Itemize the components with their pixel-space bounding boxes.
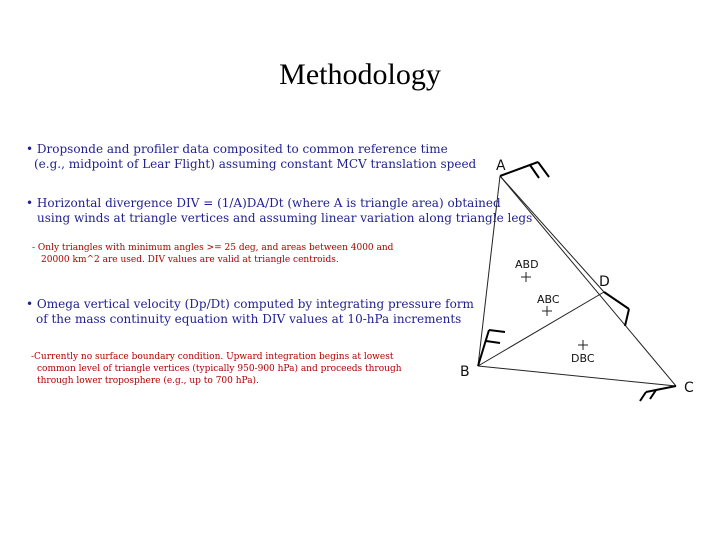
vertex-label-a: A: [496, 158, 506, 174]
bullet-dot: •: [26, 196, 34, 210]
centroid-marker-abc: [542, 306, 552, 316]
wind-barb-c-icon: [640, 386, 676, 401]
centroid-label-abc: ABC: [537, 293, 560, 306]
note-boundary-condition-line1: -Currently no surface boundary condition. Upward integration begins at lowest: [31, 352, 394, 362]
centroid-label-dbc: DBC: [571, 352, 595, 365]
bullet-compositing-line2: (e.g., midpoint of Lear Flight) assuming constant MCV translation speed: [34, 157, 477, 171]
note-boundary-condition-line3: through lower troposphere (e.g., up to 700 hPa).: [37, 376, 259, 386]
bullet-divergence-line2: using winds at triangle vertices and assuming linear variation along triangle legs: [37, 211, 533, 225]
wind-barb-a-icon: [500, 162, 549, 178]
bullet-compositing-line1: Dropsonde and profiler data composited to common reference time: [36, 142, 448, 156]
centroid-marker-abd: [521, 272, 531, 282]
bullet-dot: •: [26, 142, 34, 156]
vertex-label-c: C: [684, 380, 694, 396]
bullet-dot: •: [26, 297, 34, 311]
slide-title: Methodology: [279, 58, 441, 91]
note-triangle-criteria-line2: 20000 km^2 are used. DIV values are valid at triangle centroids.: [41, 255, 339, 265]
wind-barb-b-icon: [478, 330, 505, 366]
edge-ad: [500, 176, 604, 292]
vertex-label-d: D: [599, 274, 610, 290]
vertex-label-b: B: [460, 364, 470, 380]
bullet-omega-line2: of the mass continuity equation with DIV values at 10-hPa increments: [36, 312, 462, 326]
bullet-omega-line1: Omega vertical velocity (Dp/Dt) computed by integrating pressure form: [36, 297, 474, 311]
edge-ab: [478, 176, 500, 366]
edge-bc: [478, 366, 676, 386]
centroid-label-abd: ABD: [515, 258, 539, 271]
note-triangle-criteria-line1: - Only triangles with minimum angles >= 25 deg, and areas between 4000 and: [32, 243, 394, 253]
note-boundary-condition-line2: common level of triangle vertices (typically 950-900 hPa) and proceeds through: [37, 364, 402, 374]
bullet-divergence-line1: Horizontal divergence DIV = (1/A)DA/Dt (where A is triangle area) obtained: [36, 196, 501, 210]
centroid-marker-dbc: [578, 340, 588, 350]
wind-barb-d-icon: [604, 292, 629, 326]
